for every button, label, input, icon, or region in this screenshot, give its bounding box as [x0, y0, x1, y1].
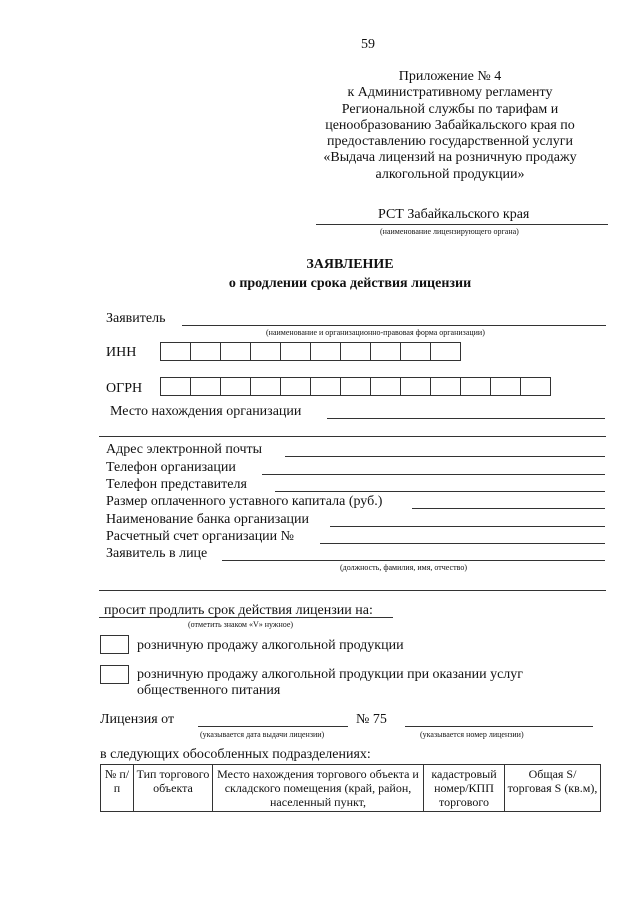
inn-cells[interactable] — [160, 342, 461, 361]
inn-label: ИНН — [106, 345, 137, 360]
table-header: № п/п — [101, 765, 134, 812]
applicant-field[interactable] — [182, 325, 606, 326]
ogrn-label: ОГРН — [106, 381, 143, 396]
table-header: Место нахождения торгового объекта и складского помещения (край, район, населенный пункт, — [213, 765, 424, 812]
appendix-line: Региональной службы по тарифам и — [341, 101, 559, 117]
appendix-line: предоставлению государственной услуги — [327, 134, 573, 150]
capital-field[interactable] — [412, 508, 605, 509]
license-number-label: № 75 — [356, 712, 387, 727]
represented-field-line2[interactable] — [99, 590, 606, 591]
license-label: Лицензия от — [100, 712, 175, 727]
location-field-line2[interactable] — [99, 436, 606, 437]
bank-field[interactable] — [330, 526, 605, 527]
appendix-line: Приложение № 4 — [398, 69, 502, 84]
license-date-field[interactable] — [198, 726, 348, 727]
request-text: просит продлить срок действия лицензии на: — [104, 603, 373, 618]
applicant-label: Заявитель — [106, 311, 166, 326]
license-date-caption: (указывается дата выдачи лицензии) — [200, 730, 325, 739]
represented-field[interactable] — [222, 560, 605, 561]
capital-label: Размер оплаченного уставного капитала (руб.) — [106, 494, 383, 509]
request-caption: (отметить знаком «V» нужное) — [188, 620, 294, 629]
license-number-field[interactable] — [405, 726, 593, 727]
appendix-line: ценообразованию Забайкальского края по — [325, 117, 575, 133]
divisions-table — [100, 764, 601, 812]
table-header: Общая S/ торговая S (кв.м), — [505, 765, 601, 812]
org-phone-label: Телефон организации — [106, 460, 236, 475]
account-label: Расчетный счет организации № — [106, 529, 295, 544]
represented-label: Заявитель в лице — [106, 546, 208, 561]
request-underline — [99, 617, 393, 618]
table-header: Тип торгового объекта — [134, 765, 213, 812]
option2-label-line2: общественного питания — [137, 683, 281, 698]
license-number-caption: (указывается номер лицензии) — [420, 730, 524, 739]
location-label: Место нахождения организации — [110, 404, 302, 419]
form-subtitle: о продлении срока действия лицензии — [228, 276, 472, 291]
ogrn-cells[interactable] — [160, 377, 551, 396]
email-label: Адрес электронной почты — [106, 442, 263, 457]
authority-caption: (наименование лицензирующего органа) — [380, 227, 519, 236]
appendix-line: «Выдача лицензий на розничную продажу — [323, 150, 577, 166]
table-header: кадастровый номер/КПП торгового — [424, 765, 505, 812]
rep-phone-label: Телефон представителя — [106, 477, 247, 492]
org-phone-field[interactable] — [262, 474, 605, 475]
appendix-line: к Административному регламенту — [347, 85, 553, 101]
authority-underline — [316, 224, 608, 225]
option1-label: розничную продажу алкогольной продукции — [137, 638, 404, 653]
appendix-block — [300, 69, 600, 183]
option1-checkbox[interactable] — [100, 635, 129, 654]
appendix-line: алкогольной продукции» — [375, 166, 525, 182]
page-number: 59 — [361, 37, 375, 52]
location-field[interactable] — [327, 418, 605, 419]
bank-label: Наименование банка организации — [106, 512, 310, 527]
account-field[interactable] — [320, 543, 605, 544]
authority-name: РСТ Забайкальского края — [378, 207, 530, 222]
divisions-label: в следующих обособленных подразделениях: — [100, 747, 371, 762]
represented-caption: (должность, фамилия, имя, отчество) — [340, 563, 467, 572]
form-title: ЗАЯВЛЕНИЕ — [306, 257, 394, 272]
option2-checkbox[interactable] — [100, 665, 129, 684]
option2-label-line1: розничную продажу алкогольной продукции при оказании услуг — [137, 667, 524, 682]
applicant-caption: (наименование и организационно-правовая форма организации) — [266, 328, 485, 337]
rep-phone-field[interactable] — [275, 491, 605, 492]
email-field[interactable] — [285, 456, 605, 457]
